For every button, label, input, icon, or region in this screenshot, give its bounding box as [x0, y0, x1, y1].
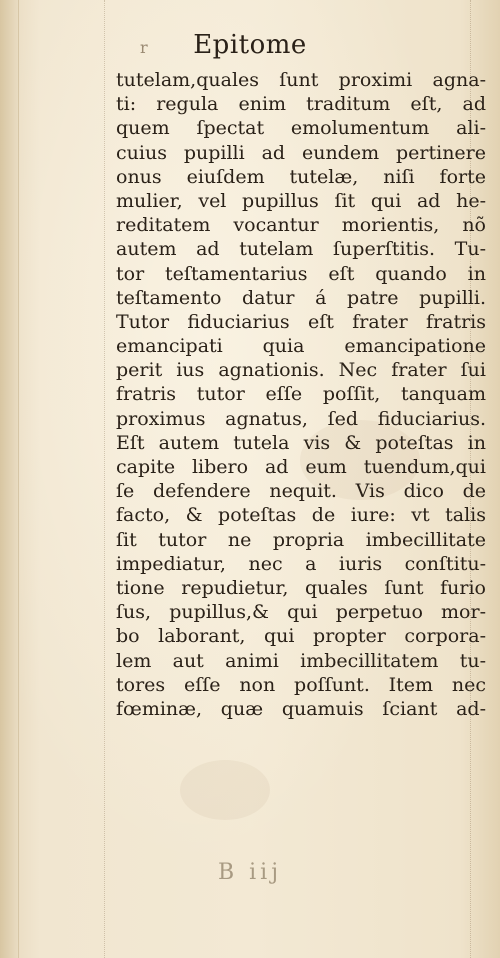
signature-mark: B iij: [217, 860, 283, 885]
body-text: [116, 68, 486, 721]
text-line: tores eſſe non poſſunt. Item nec: [116, 673, 486, 696]
text-line: Tutor fiduciarius eſt frater fratris: [116, 310, 486, 333]
text-line: ſus, pupillus,& qui perpetuo mor-: [116, 601, 486, 624]
text-line: fratris tutor eſſe poſſit, tanquam: [116, 383, 486, 406]
margin-rule-left: [104, 0, 105, 958]
text-line: perit ius agnationis. Nec frater ſui: [116, 359, 486, 382]
text-line: bo laborant, qui propter corpora-: [116, 625, 486, 648]
text-line: reditatem vocantur morientis, nõ: [116, 214, 486, 237]
text-line: teſtamento datur á patre pupilli.: [116, 286, 486, 309]
text-line: capite libero ad eum tuendum,qui: [116, 456, 486, 478]
text-line: lem aut animi imbecillitatem tu-: [116, 649, 486, 672]
text-line: emancipati quia emancipatione: [116, 335, 486, 358]
running-head: Epitome: [193, 30, 307, 60]
text-line: onus eiuſdem tutelæ, niſi forte: [116, 165, 486, 188]
text-line: quem ſpectat emolumentum ali-: [116, 117, 486, 140]
page-header: [0, 30, 500, 70]
text-line: impediatur, nec a iuris conſtitu-: [116, 552, 486, 575]
text-line: mulier, vel pupillus ſit qui ad he-: [116, 189, 486, 212]
text-line: tutelam,quales ſunt proximi agna-: [116, 69, 486, 91]
text-line: tione repudietur, quales ſunt furio: [116, 576, 486, 599]
text-line: fœminæ, quæ quamuis ſciant ad-: [116, 697, 486, 720]
text-line: ſe defendere nequit. Vis dico de: [116, 480, 486, 503]
text-line: ti: regula enim traditum eſt, ad: [116, 93, 486, 116]
text-line: tor teſtamentarius eſt quando in: [116, 262, 486, 285]
text-line: ſit tutor ne propria imbecillitate: [116, 528, 486, 551]
text-line: autem ad tutelam ſuperſtitis. Tu-: [116, 238, 486, 261]
paper-stain: [180, 760, 270, 820]
text-line: cuius pupilli ad eundem pertinere: [116, 141, 486, 164]
text-line: facto, & poteſtas de iure: vt talis: [116, 504, 486, 527]
text-line: proximus agnatus, ſed fiduciarius.: [116, 407, 486, 430]
page-mark: r: [140, 38, 148, 57]
page-gutter: [0, 0, 19, 958]
text-line: Eſt autem tutela vis & poteſtas in: [116, 431, 486, 454]
